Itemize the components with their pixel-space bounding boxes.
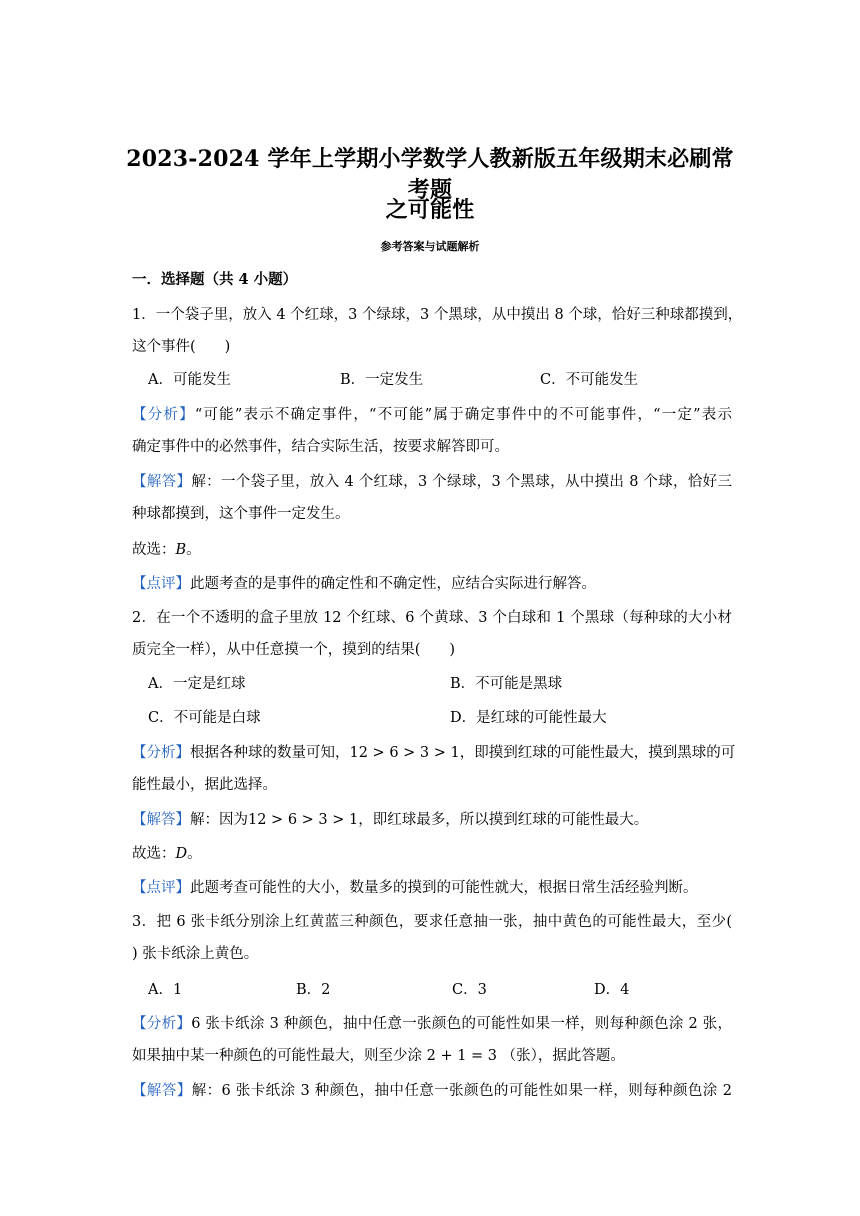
q3-analysis-line-2: 如果抽中某一种颜色的可能性最大，则至少涂 2 + 1 = 3 （张），据此答题。	[132, 1048, 625, 1064]
q1-option-b: B．一定发生	[340, 372, 424, 388]
q2-choice-suffix: 。	[187, 846, 202, 862]
q3-answer-line-1	[132, 1081, 732, 1101]
q2-stem-line-1: 2．在一个不透明的盒子里放 12 个红球、6 个黄球、3 个白球和 1 个黑球（每种球的大小材	[132, 610, 732, 626]
q1-choice-suffix: 。	[186, 542, 201, 558]
q1-comment-text: 此题考查的是事件的确定性和不确定性，应结合实际进行解答。	[190, 576, 596, 592]
q2-analysis-line-1	[132, 743, 736, 763]
q3-stem-line-2: ) 张卡纸涂上黄色。	[132, 946, 259, 962]
q2-answer-line-1	[132, 810, 732, 830]
document-title-line-2: 之可能性	[385, 197, 475, 223]
q2-analysis-text-1: 根据各种球的数量可知，12 > 6 > 3 > 1，即摸到红球的可能性最大，摸到黑球的可	[190, 745, 736, 761]
q3-stem-line-1: 3．把 6 张卡纸分别涂上红黄蓝三种颜色，要求任意抽一张，抽中黄色的可能性最大，至少(	[132, 914, 732, 930]
q3-option-a: A．1	[148, 982, 183, 998]
q1-choice-letter: B	[175, 542, 187, 558]
q1-answer-line-1	[132, 472, 732, 492]
q1-choice-prefix: 故选：	[132, 542, 176, 558]
q3-option-d: D．4	[594, 982, 630, 998]
q3-option-b: B．2	[296, 982, 331, 998]
q3-answer-text-1: 解：6 张卡纸涂 3 种颜色，抽中任意一张颜色的可能性如果一样，则每种颜色涂 2	[191, 1083, 732, 1099]
q1-comment-line	[132, 574, 732, 594]
q1-answer-text-1: 解：一个袋子里，放入 4 个红球，3 个绿球，3 个黑球，从中摸出 8 个球，恰好三	[191, 474, 732, 490]
q3-analysis-text-1: 6 张卡纸涂 3 种颜色，抽中任意一张颜色的可能性如果一样，则每种颜色涂 2 张，	[191, 1016, 733, 1032]
q2-option-a: A．一定是红球	[148, 676, 246, 692]
comment-tag: 【点评】	[132, 880, 190, 896]
section-heading: 一．选择题（共 4 小题）	[132, 271, 298, 288]
q3-option-c: C．3	[452, 982, 487, 998]
q2-comment-text: 此题考查可能性的大小，数量多的摸到的可能性就大，根据日常生活经验判断。	[190, 880, 698, 896]
comment-tag: 【点评】	[132, 576, 190, 592]
analysis-tag: 【分析】	[132, 1016, 192, 1032]
q2-choice-letter: D	[175, 846, 188, 862]
document-title-line-1: 2023-2024 学年上学期小学数学人教新版五年级期末必刷常考题	[126, 146, 734, 203]
q3-analysis-line-1	[132, 1014, 732, 1034]
q1-analysis-text-1: “可能”表示不确定事件，“不可能”属于确定事件中的不可能事件，“一定”表示	[194, 407, 733, 423]
q1-stem-line-1: 1．一个袋子里，放入 4 个红球，3 个绿球，3 个黑球，从中摸出 8 个球，恰好三种球都摸到，	[132, 307, 743, 323]
q2-choice-prefix: 故选：	[132, 846, 176, 862]
q1-option-a: A．可能发生	[148, 372, 231, 388]
answer-tag: 【解答】	[132, 1083, 192, 1099]
q1-answer-line-2: 种球都摸到，这个事件一定发生。	[132, 506, 350, 522]
q1-option-c: C．不可能发生	[540, 372, 639, 388]
analysis-tag: 【分析】	[132, 407, 195, 423]
q2-option-c: C．不可能是白球	[148, 710, 261, 726]
q1-analysis-line-2: 确定事件中的必然事件，结合实际生活，按要求解答即可。	[132, 439, 509, 455]
q2-option-b: B．不可能是黑球	[450, 676, 563, 692]
q1-choice-line	[132, 540, 732, 560]
analysis-tag: 【分析】	[132, 745, 190, 761]
q2-analysis-line-2: 能性最小，据此选择。	[132, 777, 277, 793]
q1-stem-line-2: 这个事件( )	[132, 339, 231, 355]
q2-comment-line	[132, 878, 732, 898]
document-subtitle: 参考答案与试题解析	[380, 240, 480, 253]
q1-analysis-line-1	[132, 405, 732, 425]
answer-tag: 【解答】	[132, 812, 190, 828]
answer-tag: 【解答】	[132, 474, 192, 490]
q2-option-d: D．是红球的可能性最大	[450, 710, 607, 726]
q2-choice-line	[132, 844, 732, 864]
q2-answer-text-1: 解：因为12 > 6 > 3 > 1，即红球最多，所以摸到红球的可能性最大。	[190, 812, 649, 828]
q2-stem-line-2: 质完全一样），从中任意摸一个，摸到的结果( )	[132, 642, 456, 658]
